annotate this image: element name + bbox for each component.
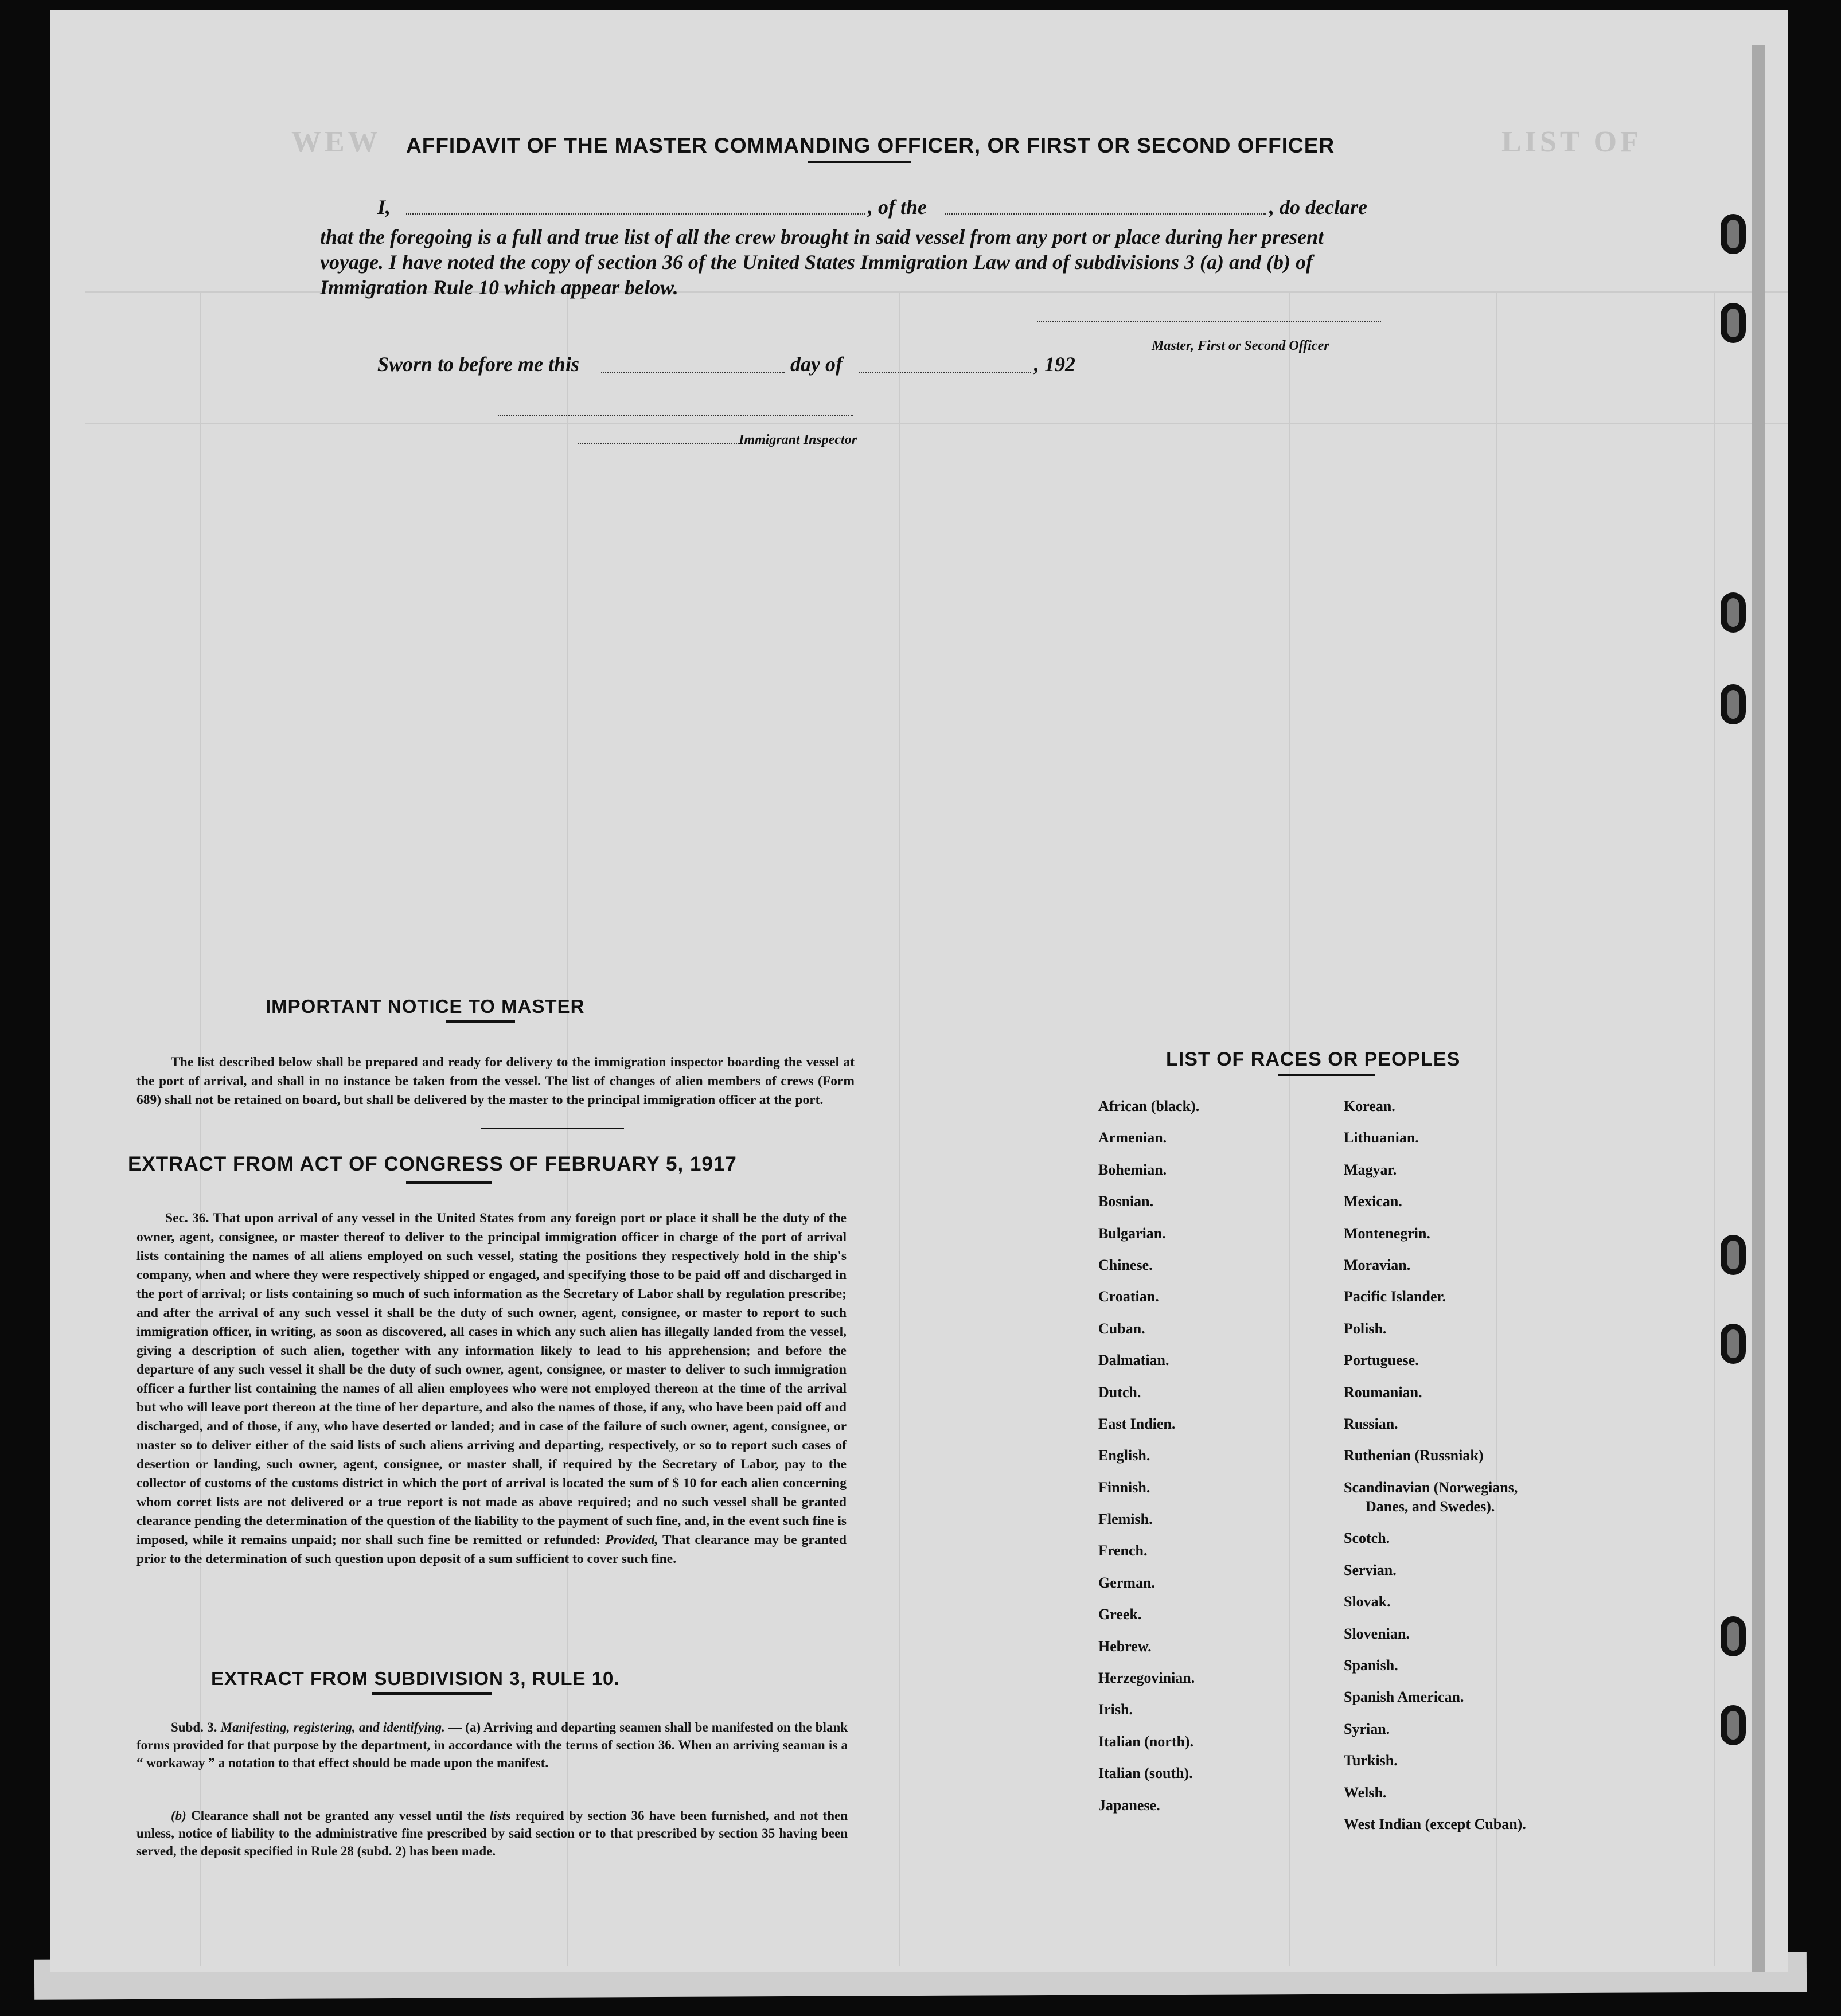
rule-title: EXTRACT FROM SUBDIVISION 3, RULE 10. xyxy=(211,1668,620,1689)
sworn-text: Sworn to before me this xyxy=(377,353,580,376)
race-item: Ruthenian (Russniak) xyxy=(1344,1447,1484,1464)
race-item: Italian (north). xyxy=(1098,1733,1194,1750)
binding-hole xyxy=(1721,684,1746,724)
affidavit-declare: , do declare xyxy=(1269,196,1367,219)
month-blank[interactable] xyxy=(859,371,1031,373)
title-rule xyxy=(808,161,911,163)
act-body-end: That clearance may be granted prior to the determination of such question upon deposit of a sum sufficient to cover such fine. xyxy=(136,1533,847,1566)
race-item: West Indian (except Cuban). xyxy=(1344,1815,1526,1832)
race-item: Slovenian. xyxy=(1344,1625,1410,1642)
act-body: Sec. 36. That upon arrival of any vessel in the United States from any foreign port or place it shall be the duty of the owner, agent, consignee, or master thereof to deliver to the principal immigration officer in charge of the port of arrival lists containing the names of all aliens employed on such vessel, stating the positions they respectively hold in the ship's company, when and where they were respectively shipped or engaged, and specifying those to be paid off and discharged in the port of arrival; or lists containing so much of such information as the Secretary of Labor shall by regulation prescribe; and after the arrival of any such vessel it shall be the duty of such owner, agent, consignee, or master to report to such immigration officer, in writing, as soon as discovered, all cases in which any such alien has illegally landed from the vessel, giving a description of such alien, together with any information likely to lead to his apprehension; and before the departure of any such vessel it shall be the duty of such owner, agent, consignee, or master to deliver to such immigration officer a further list containing the names of all alien employees who were not employed thereon at the time of the arrival but who will leave port thereon at the time of her departure, and also the names of those, if any, who have been paid off and discharged, and of those, if any, who have deserted or landed; and in case of the failure of such owner, agent, consignee, or master so to deliver either of the said lists of such aliens arriving and departing, respectively, or so to report such cases of desertion or landing, such owner, agent, consignee, or master shall, if required by the Secretary of Labor, pay to the collector of customs of the customs district in which the port of arrival is located the sum of $ 10 for each alien concerning whom corret lists are not delivered or a true report is not made as above required; and no such vessel shall be granted clearance pending the determination of the question of the liability to the payment of such fine, and, in the event such fine is imposed, while it remains unpaid; nor shall such fine be remitted or refunded: xyxy=(136,1211,847,1547)
act-text xyxy=(136,1209,847,1569)
page-edge xyxy=(1752,45,1765,1972)
race-item: Roumanian. xyxy=(1344,1383,1422,1401)
binding-hole xyxy=(1721,592,1746,633)
binding-hole xyxy=(1721,214,1746,254)
race-item: Turkish. xyxy=(1344,1752,1398,1769)
race-item: Syrian. xyxy=(1344,1720,1390,1737)
rule-text-b xyxy=(136,1807,848,1860)
year-text: , 192 xyxy=(1034,353,1075,376)
race-item: Greek. xyxy=(1098,1606,1142,1623)
race-item: Cuban. xyxy=(1098,1320,1145,1337)
race-item: Spanish American. xyxy=(1344,1689,1464,1706)
rule-rule xyxy=(372,1692,492,1695)
bleed-gridline xyxy=(1714,291,1715,1966)
race-item: Japanese. xyxy=(1098,1796,1160,1814)
affidavit-of-the: , of the xyxy=(868,196,927,219)
race-item: Welsh. xyxy=(1344,1784,1387,1801)
race-item: Montenegrin. xyxy=(1344,1225,1430,1242)
act-rule xyxy=(406,1181,492,1184)
race-item: Chinese. xyxy=(1098,1256,1153,1273)
bleed-gridline xyxy=(1289,291,1290,1966)
race-item: German. xyxy=(1098,1574,1155,1591)
race-item: Russian. xyxy=(1344,1415,1398,1432)
provided-label: Provided, xyxy=(605,1533,658,1547)
affidavit-i: I, xyxy=(377,196,391,219)
subd-b-label: (b) xyxy=(171,1808,186,1823)
bleed-through-title-right: LIST OF xyxy=(1501,126,1642,158)
race-item: Croatian. xyxy=(1098,1288,1159,1305)
race-item: Lithuanian. xyxy=(1344,1129,1419,1147)
inspector-dotted-line xyxy=(578,442,739,444)
affidavit-title: AFFIDAVIT OF THE MASTER COMMANDING OFFICER, OR FIRST OR SECOND OFFICER xyxy=(406,134,1335,157)
race-item: Scandinavian (Norwegians, xyxy=(1344,1479,1518,1496)
day-blank[interactable] xyxy=(601,371,785,373)
binding-hole xyxy=(1721,1616,1746,1656)
subd-heading: Manifesting, registering, and identifying. xyxy=(220,1720,445,1734)
race-item: French. xyxy=(1098,1542,1148,1559)
race-item: Bosnian. xyxy=(1098,1193,1154,1210)
notice-end-rule xyxy=(481,1128,624,1129)
race-item: Dutch. xyxy=(1098,1383,1141,1401)
inspector-signature-blank[interactable] xyxy=(498,414,853,416)
race-item: Moravian. xyxy=(1344,1256,1411,1273)
binding-hole xyxy=(1721,1324,1746,1364)
races-column-2 xyxy=(1344,1098,1526,1847)
act-title: EXTRACT FROM ACT OF CONGRESS OF FEBRUARY 5, 1917 xyxy=(128,1153,737,1175)
master-signature-blank[interactable] xyxy=(1037,320,1381,322)
lists-word: lists xyxy=(489,1808,511,1823)
race-item: Bohemian. xyxy=(1098,1161,1167,1178)
bleed-through-title-left: WEW xyxy=(291,126,381,158)
bleed-gridline xyxy=(899,291,900,1966)
race-item: Spanish. xyxy=(1344,1657,1398,1674)
notice-title: IMPORTANT NOTICE TO MASTER xyxy=(266,996,585,1017)
race-item: Korean. xyxy=(1344,1098,1395,1114)
name-blank[interactable] xyxy=(406,212,865,215)
races-column-1 xyxy=(1098,1098,1199,1828)
race-item: Herzegovinian. xyxy=(1098,1670,1195,1687)
master-label: Master, First or Second Officer xyxy=(1152,338,1329,353)
race-item: Hebrew. xyxy=(1098,1637,1152,1655)
race-item: Servian. xyxy=(1344,1561,1397,1578)
race-item: Portuguese. xyxy=(1344,1352,1419,1369)
document-page xyxy=(50,10,1788,1972)
race-item: Danes, and Swedes). xyxy=(1366,1498,1495,1515)
race-item: Bulgarian. xyxy=(1098,1225,1166,1242)
race-item: Armenian. xyxy=(1098,1129,1167,1147)
race-item: Slovak. xyxy=(1344,1593,1391,1611)
vessel-blank[interactable] xyxy=(945,212,1266,215)
subd-b-text-2: required by section 36 have been furnished, and not then unless, notice of liability to the administrative fine prescribed by said section or to that prescribed by section 35 having been served, the deposit specified in Rule 28 (subd. 2) has been made. xyxy=(136,1808,848,1858)
notice-rule xyxy=(446,1020,515,1023)
race-item: English. xyxy=(1098,1447,1150,1464)
subd-label: Subd. 3. xyxy=(171,1720,217,1734)
inspector-label: Immigrant Inspector xyxy=(739,432,857,447)
rule-text-a xyxy=(136,1718,848,1772)
race-item: Mexican. xyxy=(1344,1193,1402,1210)
race-item: Italian (south). xyxy=(1098,1765,1193,1782)
notice-text: The list described below shall be prepared and ready for delivery to the immigration inspector boarding the vessel at the port of arrival, and shall in no instance be taken from the vessel. The list of changes of alien members of crews (Form 689) shall not be retained on board, but shall be delivered by the master to the principal immigration officer at the port. xyxy=(136,1055,855,1108)
affidavit-line-4: Immigration Rule 10 which appear below. xyxy=(320,276,678,299)
subd-a-text: — (a) Arriving and departing seamen shall be manifested on the blank forms provided for that purpose by the department, in accordance with the terms of section 36. When an arriving seaman is a “ workaway ” a notation to that effect should be made upon the manifest. xyxy=(136,1720,848,1770)
race-item: Polish. xyxy=(1344,1320,1387,1337)
affidavit-line-2: that the foregoing is a full and true list of all the crew brought in said vessel from any port or place during her present xyxy=(320,225,1324,248)
bleed-gridline xyxy=(200,291,201,1966)
race-item: Finnish. xyxy=(1098,1479,1150,1496)
race-item: Dalmatian. xyxy=(1098,1352,1169,1369)
race-item: African (black). xyxy=(1098,1098,1200,1114)
races-title: LIST OF RACES OR PEOPLES xyxy=(1166,1048,1461,1070)
race-item: East Indien. xyxy=(1098,1415,1176,1432)
race-item: Irish. xyxy=(1098,1701,1133,1718)
binding-hole xyxy=(1721,1705,1746,1745)
subd-b-text-1: Clearance shall not be granted any vessel until the xyxy=(191,1808,485,1823)
race-item: Magyar. xyxy=(1344,1161,1397,1178)
binding-hole xyxy=(1721,1235,1746,1275)
races-rule xyxy=(1278,1074,1375,1076)
affidavit-line-3: voyage. I have noted the copy of section 36 of the United States Immigration Law and of subdivisions 3 (a) and (b) of xyxy=(320,251,1313,274)
race-item: Scotch. xyxy=(1344,1530,1390,1547)
bleed-gridline xyxy=(85,423,1788,424)
day-of-text: day of xyxy=(790,353,843,376)
binding-hole xyxy=(1721,303,1746,343)
race-item: Flemish. xyxy=(1098,1511,1153,1528)
race-item: Pacific Islander. xyxy=(1344,1288,1446,1305)
